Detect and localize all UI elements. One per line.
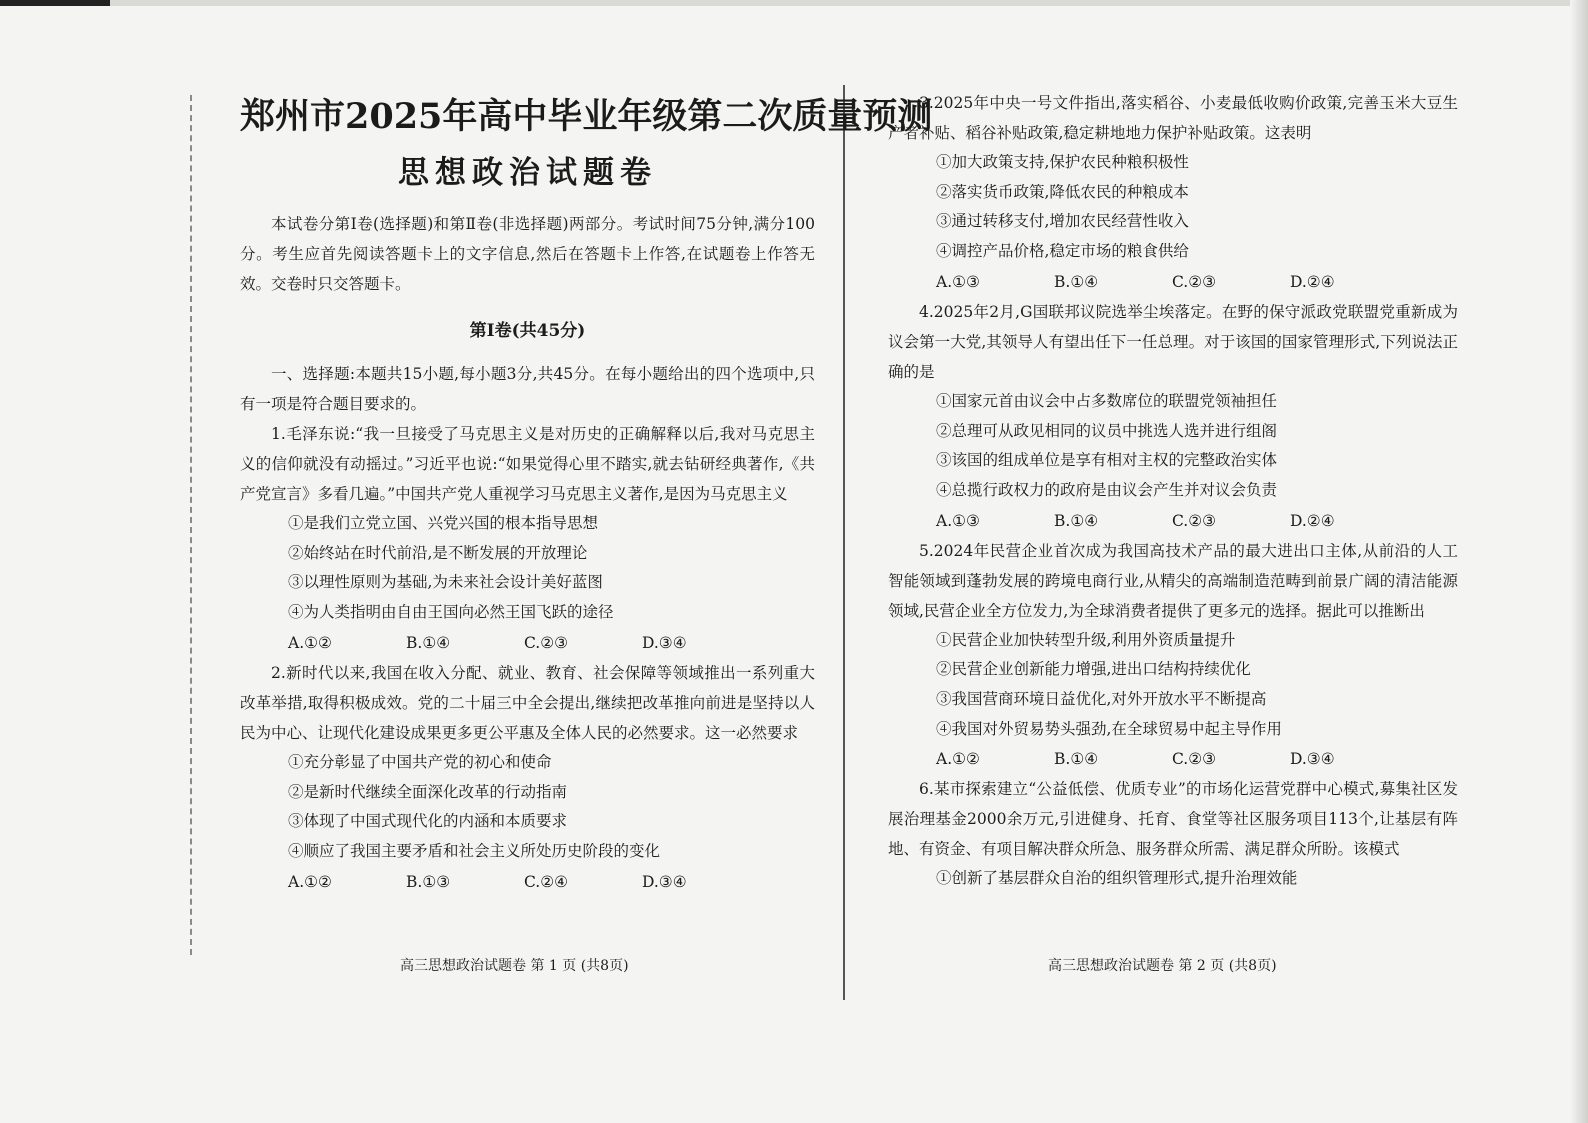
choice-c: C.②③ bbox=[1172, 750, 1217, 769]
question-option: ②是新时代继续全面深化改革的行动指南 bbox=[288, 782, 568, 801]
question-option: ①充分彰显了中国共产党的初心和使命 bbox=[288, 752, 552, 771]
answer-choices bbox=[240, 628, 815, 658]
question-stem: 5.2024年民营企业首次成为我国高技术产品的最大进出口主体,从前沿的人工智能领域到蓬勃发展的跨境电商行业,从精尖的高端制造范畴到前景广阔的清洁能源领域,民营企业全方位发力,为全球消费者提供了更多元的选择。据此可以推断出 bbox=[888, 541, 1458, 620]
binding-line bbox=[190, 95, 192, 955]
question-option: ①民营企业加快转型升级,利用外资质量提升 bbox=[936, 630, 1236, 649]
question-option: ③该国的组成单位是享有相对主权的完整政治实体 bbox=[936, 451, 1278, 470]
choice-c: C.②④ bbox=[524, 872, 569, 891]
question-option: ②总理可从政见相同的议员中挑选人选并进行组阁 bbox=[936, 421, 1278, 440]
question-2 bbox=[240, 658, 815, 897]
scan-edge-mark bbox=[0, 0, 110, 6]
choice-b: B.①④ bbox=[1054, 750, 1099, 769]
question-option: ③通过转移支付,增加农民经营性收入 bbox=[936, 212, 1189, 231]
choice-a: A.①② bbox=[936, 750, 980, 769]
scan-edge-top bbox=[0, 0, 1588, 6]
question-stem: 4.2025年2月,G国联邦议院选举尘埃落定。在野的保守派政党联盟党重新成为议会第一大党,其领导人有望出任下一任总理。对于该国的国家管理形式,下列说法正确的是 bbox=[888, 302, 1458, 381]
choice-b: B.①④ bbox=[1054, 511, 1099, 530]
exam-title: 郑州市2025年高中毕业年级第二次质量预测 bbox=[240, 96, 933, 137]
question-option: ①创新了基层群众自治的组织管理形式,提升治理效能 bbox=[936, 869, 1298, 888]
page-1 bbox=[240, 95, 933, 897]
exam-subtitle: 思想政治试题卷 bbox=[398, 155, 657, 191]
question-stem: 1.毛泽东说:“我一旦接受了马克思主义是对历史的正确解释以后,我对马克思主义的信仰就没有动摇过。”习近平也说:“如果觉得心里不踏实,就去钻研经典著作,《共产党宣言》多看几遍。”中国共产党人重视学习马克思主义著作,是因为马克思主义 bbox=[240, 425, 815, 503]
question-option: ④总揽行政权力的政府是由议会产生并对议会负责 bbox=[936, 480, 1278, 499]
choice-d: D.③④ bbox=[642, 872, 687, 891]
question-option: ①是我们立党立国、兴党兴国的根本指导思想 bbox=[288, 514, 599, 532]
choice-a: A.①② bbox=[288, 633, 332, 652]
exam-instructions: 本试卷分第Ⅰ卷(选择题)和第Ⅱ卷(非选择题)两部分。考试时间75分钟,满分100分。考生应首先阅读答题卡上的文字信息,然后在答题卡上作答,在试题卷上作答无效。交卷时只交答题卡。 bbox=[240, 215, 815, 293]
question-stem: 6.某市探索建立“公益低偿、优质专业”的市场化运营党群中心模式,募集社区发展治理基金2000余万元,引进健身、托育、食堂等社区服务项目113个,让基层有阵地、有资金、有项目解决群众所急、服务群众所需、满足群众所盼。该模式 bbox=[888, 780, 1458, 859]
choice-a: A.①② bbox=[288, 872, 332, 891]
question-option: ①加大政策支持,保护农民种粮积极性 bbox=[936, 153, 1189, 171]
question-option: ④顺应了我国主要矛盾和社会主义所处历史阶段的变化 bbox=[288, 841, 661, 860]
choice-d: D.③④ bbox=[642, 633, 687, 652]
question-option: ②民营企业创新能力增强,进出口结构持续优化 bbox=[936, 660, 1251, 679]
choice-c: C.②③ bbox=[1172, 272, 1217, 291]
choice-c: C.②③ bbox=[1172, 511, 1217, 530]
question-option: ④调控产品价格,稳定市场的粮食供给 bbox=[936, 242, 1189, 261]
choice-b: B.①④ bbox=[406, 633, 451, 652]
scan-edge-right bbox=[1570, 0, 1588, 1123]
question-option: ③体现了中国式现代化的内涵和本质要求 bbox=[288, 812, 568, 831]
choice-c: C.②③ bbox=[524, 633, 569, 652]
section-title: 第Ⅰ卷(共45分) bbox=[469, 321, 586, 341]
answer-choices bbox=[888, 506, 1458, 536]
question-stem: 2.新时代以来,我国在收入分配、就业、教育、社会保障等领域推出一系列重大改革举措,取得积极成效。党的二十届三中全会提出,继续把改革推向前进是坚持以人民为中心、让现代化建设成果更多更公平惠及全体人民的必然要求。这一必然要求 bbox=[240, 663, 815, 742]
answer-choices bbox=[240, 867, 815, 897]
question-option: ④我国对外贸易势头强劲,在全球贸易中起主导作用 bbox=[936, 719, 1282, 738]
question-option: ②始终站在时代前沿,是不断发展的开放理论 bbox=[288, 543, 588, 562]
page-2 bbox=[888, 88, 1458, 894]
question-1 bbox=[240, 419, 815, 658]
page-divider bbox=[843, 85, 845, 1000]
choice-a: A.①③ bbox=[936, 272, 980, 291]
choice-d: D.②④ bbox=[1290, 272, 1335, 291]
choice-b: B.①④ bbox=[1054, 272, 1099, 291]
question-5 bbox=[888, 536, 1458, 775]
question-4 bbox=[888, 297, 1458, 536]
answer-choices bbox=[888, 267, 1458, 297]
choice-a: A.①③ bbox=[936, 511, 980, 530]
question-option: ②落实货币政策,降低农民的种粮成本 bbox=[936, 182, 1189, 201]
choice-d: D.②④ bbox=[1290, 511, 1335, 530]
section-description: 一、选择题:本题共15小题,每小题3分,共45分。在每小题给出的四个选项中,只有一项是符合题目要求的。 bbox=[240, 365, 815, 413]
question-stem: 3.2025年中央一号文件指出,落实稻谷、小麦最低收购价政策,完善玉米大豆生产者补贴、稻谷补贴政策,稳定耕地地力保护补贴政策。这表明 bbox=[888, 94, 1458, 142]
choice-d: D.③④ bbox=[1290, 750, 1335, 769]
question-option: ③我国营商环境日益优化,对外开放水平不断提高 bbox=[936, 690, 1267, 709]
page-2-footer: 高三思想政治试题卷 第 2 页 (共8页) bbox=[1048, 958, 1277, 974]
choice-b: B.①③ bbox=[406, 872, 451, 891]
question-option: ④为人类指明由自由王国向必然王国飞跃的途径 bbox=[288, 603, 614, 622]
question-6 bbox=[888, 774, 1458, 894]
question-option: ③以理性原则为基础,为未来社会设计美好蓝图 bbox=[288, 573, 603, 592]
page-1-footer: 高三思想政治试题卷 第 1 页 (共8页) bbox=[400, 958, 629, 974]
question-option: ①国家元首由议会中占多数席位的联盟党领袖担任 bbox=[936, 391, 1278, 410]
answer-choices bbox=[888, 744, 1458, 774]
question-3 bbox=[888, 88, 1458, 297]
